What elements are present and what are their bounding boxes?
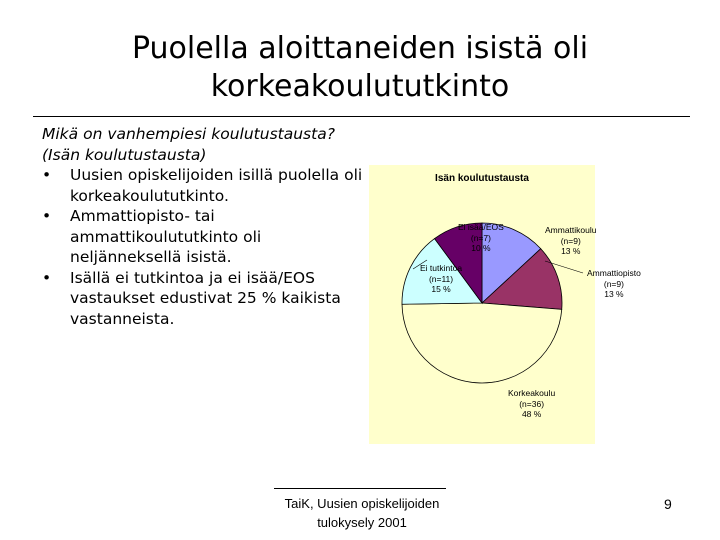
title-divider [33, 116, 690, 117]
footer-line-2: tulokysely 2001 [317, 515, 407, 530]
slice-label-text: Ei tutkintoa [420, 263, 463, 273]
slide-body [42, 124, 372, 329]
slice-label-text: Ammattiopisto [587, 268, 641, 278]
slice-label-n: (n=9) [560, 235, 581, 246]
slice-label-pct: 13 % [561, 246, 581, 256]
slice-label-pct: 10 % [471, 243, 491, 253]
slice-label-pct: 13 % [604, 289, 624, 299]
slice-label-pct: 48 % [521, 409, 542, 419]
pie-chart [369, 165, 641, 444]
footer-divider [274, 488, 446, 489]
slice-label-pct: 15 % [431, 284, 451, 294]
page-number: 9 [664, 496, 672, 512]
slice-label-text: Ei isää/EOS [458, 222, 504, 232]
pie-slice-korkeakoulu [402, 303, 562, 383]
chart-title: Isän koulutustausta [435, 173, 529, 184]
slice-label-ammattiopisto [587, 268, 641, 300]
pie-chart-svg [369, 165, 595, 444]
bullet-item: • Ammattiopisto- tai ammattikoulututkinto oli neljänneksellä isistä. [42, 206, 372, 268]
slice-label-n: (n=9) [603, 278, 624, 289]
slice-label-korkeakoulu [508, 388, 555, 420]
footer-line-1: TaiK, Uusien opiskelijoiden [284, 496, 440, 511]
slice-label-ammattikoulu [545, 225, 597, 257]
slice-label-n: (n=7) [470, 232, 491, 243]
subquestion-text: (Isän koulutustausta) [42, 145, 207, 164]
bullet-item: • Isällä ei tutkintoa ja ei isää/EOS vastaukset edustivat 25 % kaikista vastanneista. [42, 268, 372, 330]
slice-label-n: (n=36) [519, 398, 545, 409]
title-line-1: Puolella aloittaneiden isistä oli [131, 31, 589, 66]
footer-source [262, 494, 462, 532]
slice-label-n: (n=11) [428, 273, 454, 284]
title-line-2: korkeakoulututkinto [210, 69, 510, 104]
bullet-list [42, 165, 372, 329]
slice-label-text: Korkeakoulu [508, 388, 556, 398]
slice-label-ei-isaa [458, 222, 504, 254]
slice-label-text: Ammattikoulu [545, 225, 597, 235]
bullet-item: • Uusien opiskelijoiden isillä puolella oli korkeakoulututkinto. [42, 165, 372, 206]
slice-label-ei-tutkintoa [420, 263, 462, 295]
slide-title [40, 30, 680, 106]
question-text: Mikä on vanhempiesi koulutustausta? [42, 125, 335, 143]
